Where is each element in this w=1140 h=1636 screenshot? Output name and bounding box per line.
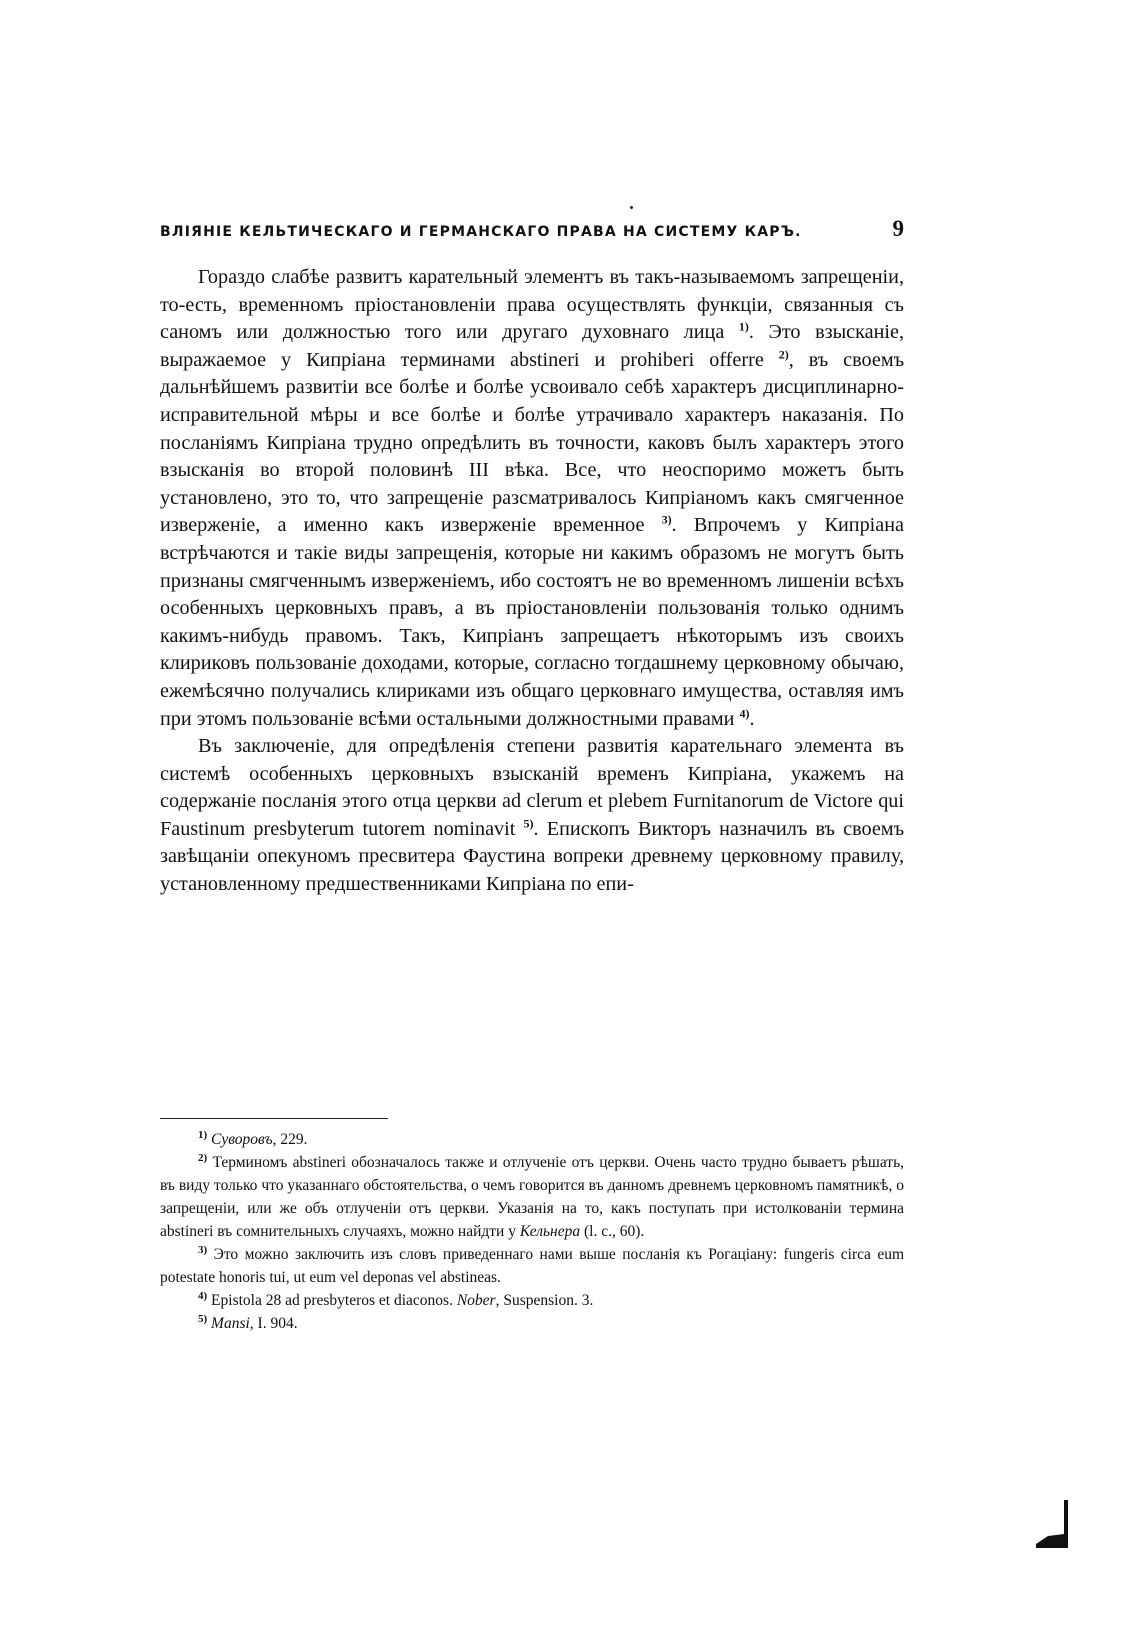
footnote-1	[160, 1128, 904, 1151]
running-title: ВЛІЯНІЕ КЕЛЬТИЧЕСКАГО И ГЕРМАНСКАГО ПРАВА НА СИСТЕМУ КАРЪ.	[160, 224, 802, 240]
footnote-author: Nober	[456, 1292, 496, 1309]
footnote-mark: 4)	[198, 1289, 208, 1302]
scan-corner-mark	[1034, 1500, 1070, 1548]
footnote-text: Терминомъ abstineri обозначалось также и отлученіе отъ церкви. Очень часто трудно бываетъ рѣшать, въ виду только что указаннаго обстоятельства, о чемъ говорится въ данномъ древнемъ церковномъ памятникѣ, о запрещеніи, или же объ отлученіи отъ церкви. Указанія на то, какъ поступать при истолкованіи термина abstineri въ сомнительныхъ случаяхъ, можно найдти у	[160, 1154, 905, 1240]
footnote-rule	[160, 1118, 388, 1119]
footnote-ref-1: 1)	[738, 319, 749, 334]
body-text	[160, 264, 904, 899]
p1-text-e: . Впрочемъ у Кипріана встрѣчаются и такіе виды запрещенія, которые ни какимъ образомъ не могутъ быть признаны смягченнымъ изверженіемъ, ибо состоятъ не во временномъ лишеніи всѣхъ особенныхъ церковныхъ правъ, а въ пріостановленіи пользованія только однимъ какимъ-нибудь правомъ. Такъ, Кипріанъ запрещаетъ нѣкоторымъ изъ своихъ клириковъ пользованіе доходами, которые, согласно тогдашнему церковному обычаю, ежемѣсячно получались клириками изъ общаго церковнаго имущества, оставляя имъ при этомъ пользованіе всѣми остальными должностными правами	[160, 514, 905, 730]
print-speck	[630, 206, 633, 209]
footnote-mark: 5)	[198, 1312, 208, 1325]
footnote-author: Суворовъ	[211, 1131, 273, 1148]
footnote-mark: 1)	[198, 1128, 208, 1141]
footnote-ref-2: 2)	[778, 347, 789, 362]
p1-text-c: и	[594, 348, 606, 371]
term-prohiberi: prohiberi offerre	[620, 348, 764, 371]
p1-text-d: , въ своемъ дальнѣйшемъ развитіи все болѣе и болѣе усвоивало себѣ характеръ дисциплинарно-исправительной мѣры и все болѣе и болѣе утрачивало характеръ наказанія. По посланіямъ Кипріана трудно опредѣлить въ точности, каковъ былъ характеръ этого взысканія во второй половинѣ III вѣка. Все, что неоспоримо можетъ быть установлено, это то, что запрещеніе разсматривалось Кипріаномъ какъ смягченное изверженіе, а именно какъ изверженіе временное	[160, 348, 905, 537]
footnote-text: , 229.	[272, 1131, 308, 1148]
p1-text-f: .	[749, 707, 755, 730]
p1-text-b: . Это взысканіе, выражаемое у Кипріана терминами	[160, 321, 905, 371]
footnote-text: , I. 904.	[249, 1315, 298, 1332]
footnote-mark: 2)	[198, 1151, 208, 1164]
footnote-mark: 3)	[198, 1243, 208, 1256]
p2-text-b: . Епископъ Викторъ назначилъ въ своемъ завѣщаніи опекуномъ пресвитера Фаустина вопреки древнему церковному правилу, установленному предшественниками Кипріана по епи-	[160, 817, 905, 896]
footnote-ref-4: 4)	[739, 705, 750, 720]
footnote-text: Это можно заключить изъ словъ приведеннаго нами выше посланія къ Рогаціану: fungeris circa eum potestate honoris tui, ut eum vel deponas vel abstineas.	[160, 1246, 905, 1286]
footnote-text: (l. c., 60).	[584, 1223, 645, 1240]
term-abstineri: abstineri	[510, 348, 580, 371]
footnote-5	[160, 1312, 904, 1335]
page-number: 9	[892, 216, 904, 241]
footnote-text: , Suspension. 3.	[495, 1292, 594, 1309]
footnote-text: Epistola 28 ad presbyteros et diaconos.	[211, 1292, 453, 1309]
latin-epistle-title: ad clerum et plebem Furnitanorum de Victore qui Faustinum presbyterum tutorem nominavit	[160, 790, 905, 840]
paragraph-1	[160, 264, 904, 733]
footnote-ref-5: 5)	[523, 816, 534, 831]
footnote-ref-3: 3)	[661, 512, 672, 527]
footnote-4	[160, 1289, 904, 1312]
paragraph-2	[160, 733, 904, 899]
footnote-author: Кельнера	[519, 1223, 581, 1240]
footnotes	[160, 1128, 904, 1335]
footnote-2	[160, 1151, 904, 1243]
p2-text-a: Въ заключеніе, для опредѣленія степени развитія карательнаго элемента въ системѣ особенныхъ церковныхъ взысканій временъ Кипріана, укажемъ на содержаніе посланія этого отца церкви	[160, 735, 904, 813]
p1-text-a: Гораздо слабѣе развитъ карательный элементъ въ такъ-называемомъ запрещеніи, то-есть, временномъ пріостановленіи права осуществлять функціи, связанныя съ саномъ или должностью того или другаго духовнаго лица	[160, 266, 904, 344]
footnote-author: Mansi	[211, 1315, 250, 1332]
footnote-3	[160, 1243, 904, 1289]
page-header	[160, 216, 904, 252]
